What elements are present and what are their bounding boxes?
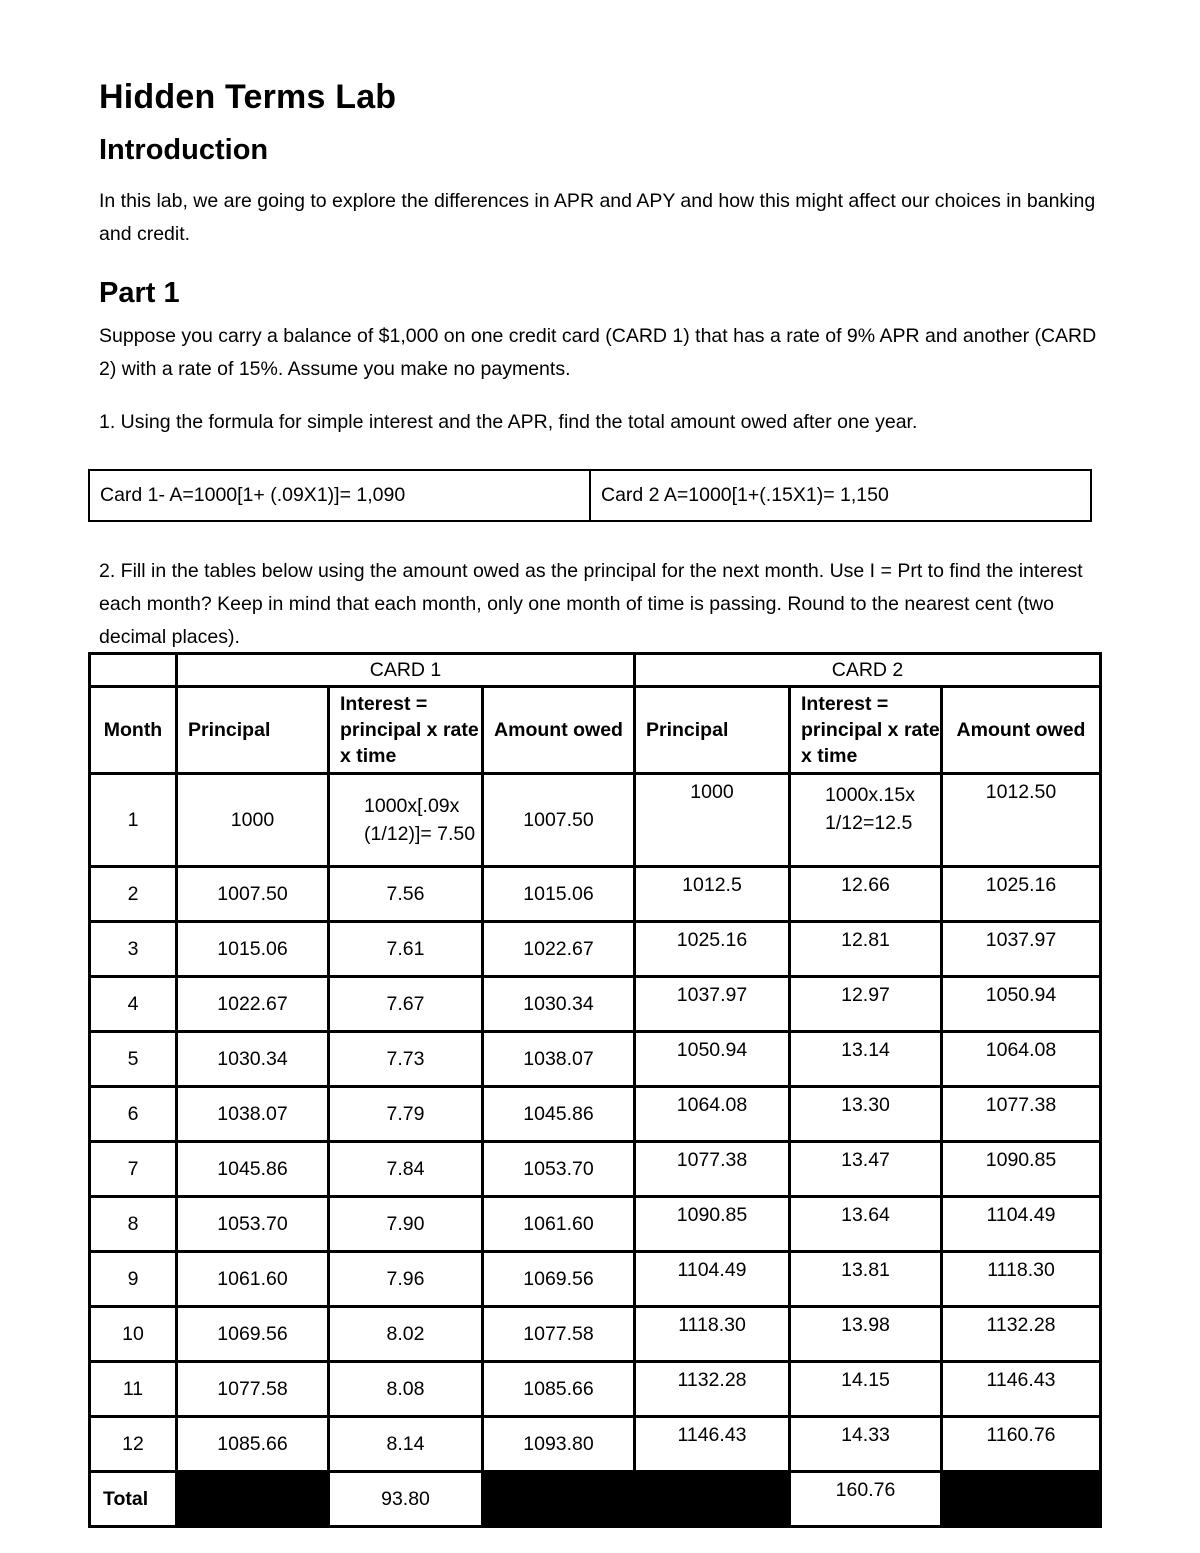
c1-amount-cell[interactable]: 1022.67 xyxy=(483,922,635,977)
c2-interest-cell[interactable]: 14.33 xyxy=(790,1417,942,1472)
month-rows xyxy=(90,867,1101,1472)
blacked-cell xyxy=(177,1472,329,1527)
c2-interest-cell[interactable]: 1000x.15x 1/12=12.5 xyxy=(790,774,942,867)
c2-principal-cell[interactable]: 1050.94 xyxy=(635,1032,790,1087)
table-row xyxy=(90,1417,1101,1472)
c1-total-interest[interactable]: 93.80 xyxy=(329,1472,483,1527)
c2-principal-cell[interactable]: 1012.5 xyxy=(635,867,790,922)
c2-interest-cell[interactable]: 12.81 xyxy=(790,922,942,977)
col-c1-principal: Principal xyxy=(177,687,329,774)
c1-principal-cell[interactable]: 1007.50 xyxy=(177,867,329,922)
c2-interest-cell[interactable]: 13.14 xyxy=(790,1032,942,1087)
col-c1-interest: Interest = principal x rate x time xyxy=(329,687,483,774)
table-row xyxy=(90,867,1101,922)
intro-paragraph: In this lab, we are going to explore the differences in APR and APY and how this might affect our choices in banking and credit. xyxy=(99,190,1096,245)
part1-heading: Part 1 xyxy=(99,277,180,309)
c2-interest-cell[interactable]: 13.47 xyxy=(790,1142,942,1197)
total-label: Total xyxy=(90,1472,177,1527)
col-month: Month xyxy=(90,687,177,774)
c2-interest-cell[interactable]: 14.15 xyxy=(790,1362,942,1417)
intro-heading: Introduction xyxy=(99,134,269,166)
card2-formula[interactable]: Card 2 A=1000[1+(.15X1)= 1,150 xyxy=(590,470,1091,521)
table-row xyxy=(90,1032,1101,1087)
month-cell: 10 xyxy=(90,1307,177,1362)
c1-interest-cell[interactable]: 1000x[.09x (1/12)]= 7.50 xyxy=(329,774,483,867)
table-row xyxy=(90,774,1101,867)
col-c1-amount: Amount owed xyxy=(483,687,635,774)
c1-principal-cell[interactable]: 1069.56 xyxy=(177,1307,329,1362)
c2-amount-cell[interactable]: 1090.85 xyxy=(942,1142,1101,1197)
c1-interest-cell[interactable]: 7.73 xyxy=(329,1032,483,1087)
c1-amount-cell[interactable]: 1061.60 xyxy=(483,1197,635,1252)
c2-amount-cell[interactable]: 1118.30 xyxy=(942,1252,1101,1307)
c1-principal-cell[interactable]: 1045.86 xyxy=(177,1142,329,1197)
c2-amount-cell[interactable]: 1064.08 xyxy=(942,1032,1101,1087)
c1-amount-cell[interactable]: 1007.50 xyxy=(483,774,635,867)
c1-amount-cell[interactable]: 1015.06 xyxy=(483,867,635,922)
c2-principal-cell[interactable]: 1077.38 xyxy=(635,1142,790,1197)
c2-amount-cell[interactable]: 1104.49 xyxy=(942,1197,1101,1252)
c2-amount-cell[interactable]: 1037.97 xyxy=(942,922,1101,977)
blacked-cell xyxy=(635,1472,790,1527)
c2-amount-cell[interactable]: 1132.28 xyxy=(942,1307,1101,1362)
c2-interest-cell[interactable]: 12.66 xyxy=(790,867,942,922)
c2-interest-cell[interactable]: 13.30 xyxy=(790,1087,942,1142)
c2-principal-cell[interactable]: 1146.43 xyxy=(635,1417,790,1472)
c1-interest-cell[interactable]: 7.61 xyxy=(329,922,483,977)
month-cell: 12 xyxy=(90,1417,177,1472)
question-2: 2. Fill in the tables below using the amount owed as the principal for the next month. Use I = Prt to find the interest each month? Keep in mind that each month, only one month of time is passing. Round to the nearest cent (two decimal places). xyxy=(99,560,1083,648)
c1-amount-cell[interactable]: 1077.58 xyxy=(483,1307,635,1362)
col-c2-amount: Amount owed xyxy=(942,687,1101,774)
c1-principal-cell[interactable]: 1085.66 xyxy=(177,1417,329,1472)
table-row xyxy=(90,1362,1101,1417)
c2-principal-cell[interactable]: 1037.97 xyxy=(635,977,790,1032)
month-cell: 7 xyxy=(90,1142,177,1197)
question-1: 1. Using the formula for simple interest and the APR, find the total amount owed after one year. xyxy=(99,411,918,433)
c2-principal-cell[interactable]: 1064.08 xyxy=(635,1087,790,1142)
c2-interest-cell[interactable]: 13.98 xyxy=(790,1307,942,1362)
c2-principal-cell[interactable]: 1104.49 xyxy=(635,1252,790,1307)
c2-principal-cell[interactable]: 1090.85 xyxy=(635,1197,790,1252)
c1-interest-cell[interactable]: 8.14 xyxy=(329,1417,483,1472)
c1-interest-cell[interactable]: 7.90 xyxy=(329,1197,483,1252)
month-cell: 1 xyxy=(90,774,177,867)
table-row xyxy=(90,1142,1101,1197)
c1-principal-cell[interactable]: 1022.67 xyxy=(177,977,329,1032)
month-cell: 4 xyxy=(90,977,177,1032)
month-cell: 6 xyxy=(90,1087,177,1142)
formula-table xyxy=(88,469,1092,522)
blacked-cell xyxy=(942,1472,1101,1527)
table-row xyxy=(90,1087,1101,1142)
c2-amount-cell[interactable]: 1160.76 xyxy=(942,1417,1101,1472)
c1-principal-cell[interactable]: 1000 xyxy=(177,774,329,867)
c2-amount-cell[interactable]: 1077.38 xyxy=(942,1087,1101,1142)
blacked-cell xyxy=(483,1472,635,1527)
c2-interest-cell[interactable]: 13.81 xyxy=(790,1252,942,1307)
c1-interest-cell[interactable]: 7.67 xyxy=(329,977,483,1032)
c1-interest-cell[interactable]: 7.84 xyxy=(329,1142,483,1197)
c1-interest-cell[interactable]: 8.08 xyxy=(329,1362,483,1417)
c2-principal-cell[interactable]: 1025.16 xyxy=(635,922,790,977)
c1-principal-cell[interactable]: 1077.58 xyxy=(177,1362,329,1417)
c1-amount-cell[interactable]: 1093.80 xyxy=(483,1417,635,1472)
c2-amount-cell[interactable]: 1050.94 xyxy=(942,977,1101,1032)
c1-principal-cell[interactable]: 1061.60 xyxy=(177,1252,329,1307)
part1-paragraph: Suppose you carry a balance of $1,000 on one credit card (CARD 1) that has a rate of 9% APR and another (CARD 2) with a rate of 15%. Assume you make no payments. xyxy=(99,325,1097,380)
c1-principal-cell[interactable]: 1038.07 xyxy=(177,1087,329,1142)
c1-amount-cell[interactable]: 1030.34 xyxy=(483,977,635,1032)
card1-header: CARD 1 xyxy=(177,654,635,687)
c2-principal-cell[interactable]: 1118.30 xyxy=(635,1307,790,1362)
c1-amount-cell[interactable]: 1038.07 xyxy=(483,1032,635,1087)
col-c2-principal: Principal xyxy=(635,687,790,774)
month-cell: 3 xyxy=(90,922,177,977)
c1-interest-cell[interactable]: 7.56 xyxy=(329,867,483,922)
c1-principal-cell[interactable]: 1030.34 xyxy=(177,1032,329,1087)
page-title: Hidden Terms Lab xyxy=(99,78,397,116)
col-c2-interest: Interest = principal x rate x time xyxy=(790,687,942,774)
c1-amount-cell[interactable]: 1085.66 xyxy=(483,1362,635,1417)
month-cell: 8 xyxy=(90,1197,177,1252)
c2-interest-cell[interactable]: 13.64 xyxy=(790,1197,942,1252)
month-cell: 5 xyxy=(90,1032,177,1087)
c2-amount-cell[interactable]: 1025.16 xyxy=(942,867,1101,922)
table-row xyxy=(90,922,1101,977)
table-row xyxy=(90,1252,1101,1307)
c2-principal-cell[interactable]: 1132.28 xyxy=(635,1362,790,1417)
card1-formula[interactable]: Card 1- A=1000[1+ (.09X1)]= 1,090 xyxy=(89,470,590,521)
c2-total-interest[interactable]: 160.76 xyxy=(790,1472,942,1527)
column-header-row xyxy=(90,687,1101,774)
c1-interest-cell[interactable]: 8.02 xyxy=(329,1307,483,1362)
month-cell: 2 xyxy=(90,867,177,922)
c1-principal-cell[interactable]: 1015.06 xyxy=(177,922,329,977)
c1-principal-cell[interactable]: 1053.70 xyxy=(177,1197,329,1252)
table-row xyxy=(90,1197,1101,1252)
month-cell: 11 xyxy=(90,1362,177,1417)
header-blank xyxy=(90,654,177,687)
c1-amount-cell[interactable]: 1069.56 xyxy=(483,1252,635,1307)
c2-amount-cell[interactable]: 1012.50 xyxy=(942,774,1101,867)
c1-amount-cell[interactable]: 1053.70 xyxy=(483,1142,635,1197)
c2-principal-cell[interactable]: 1000 xyxy=(635,774,790,867)
c1-amount-cell[interactable]: 1045.86 xyxy=(483,1087,635,1142)
c1-interest-cell[interactable]: 7.96 xyxy=(329,1252,483,1307)
table-row xyxy=(90,1307,1101,1362)
month-cell: 9 xyxy=(90,1252,177,1307)
c2-amount-cell[interactable]: 1146.43 xyxy=(942,1362,1101,1417)
card2-header: CARD 2 xyxy=(635,654,1101,687)
table-row xyxy=(90,977,1101,1032)
total-row xyxy=(90,1472,1101,1527)
c2-interest-cell[interactable]: 12.97 xyxy=(790,977,942,1032)
c1-interest-cell[interactable]: 7.79 xyxy=(329,1087,483,1142)
interest-table xyxy=(88,652,1102,1528)
